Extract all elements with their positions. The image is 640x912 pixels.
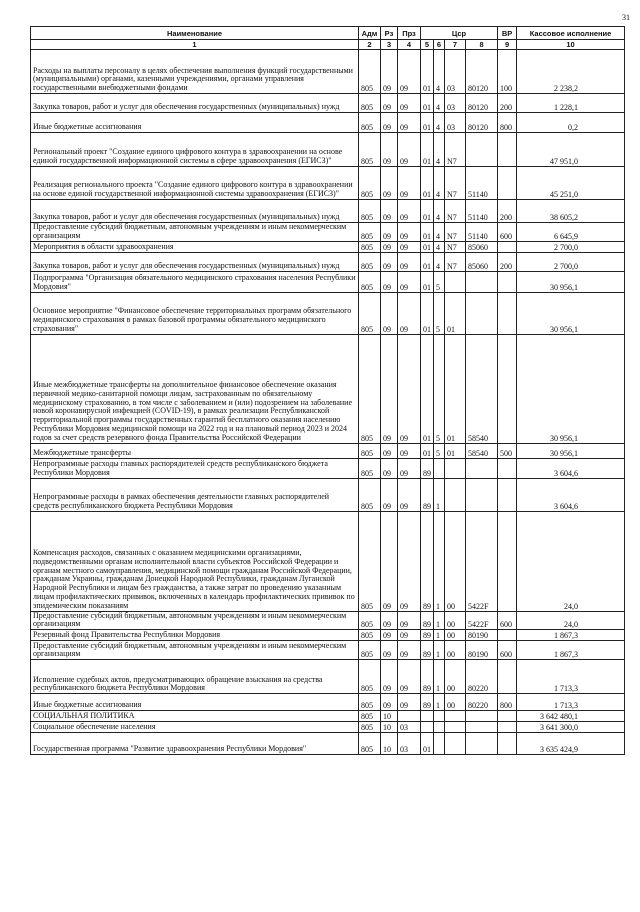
row-name: СОЦИАЛЬНАЯ ПОЛИТИКА	[31, 711, 359, 722]
cash-execution-amount: 0,2	[517, 113, 625, 133]
cash-execution-amount: 3 642 480,1	[517, 711, 625, 722]
col-header-prz: Прз	[398, 27, 421, 40]
table-row	[31, 611, 625, 630]
csr-direction-code	[466, 478, 498, 511]
row-name: Непрограммные расходы в рамках обеспечения деятельности главных распорядителей средств республиканского бюджета Республики Мордовия	[31, 478, 359, 511]
prz-code: 09	[398, 271, 421, 292]
prz-code: 03	[398, 722, 421, 733]
table-row	[31, 511, 625, 611]
row-name: Расходы на выплаты персоналу в целях обеспечения выполнения функций государственными (муниципальными) органами, казенными учреждениями, органами управления государственными внебюджетными фондами	[31, 50, 359, 94]
rz-code: 09	[381, 223, 398, 242]
vr-code: 200	[498, 252, 517, 271]
csr-subprogram-code	[434, 458, 445, 478]
row-name: Государственная программа "Развитие здравоохранения Республики Мордовия"	[31, 733, 359, 755]
adm-code: 805	[359, 271, 381, 292]
cash-execution-amount: 2 700,0	[517, 241, 625, 252]
vr-code	[498, 478, 517, 511]
table-row	[31, 722, 625, 733]
prz-code	[398, 711, 421, 722]
csr-program-code: 89	[421, 458, 434, 478]
csr-direction-code: 58540	[466, 334, 498, 443]
row-name: Реализация регионального проекта "Создание единого цифрового контура в здравоохранении на основе единой государственной информационной системы здравоохранения (ЕГИСЗ)"	[31, 167, 359, 200]
table-row	[31, 200, 625, 223]
col-number: 8	[466, 40, 498, 50]
vr-code	[498, 241, 517, 252]
col-header-cash-execution: Кассовое исполнение	[517, 27, 625, 40]
csr-event-code: N7	[445, 241, 466, 252]
row-name: Закупка товаров, работ и услуг для обеспечения государственных (муниципальных) нужд	[31, 200, 359, 223]
table-row	[31, 223, 625, 242]
csr-event-code: N7	[445, 133, 466, 167]
csr-subprogram-code: 4	[434, 200, 445, 223]
table-row	[31, 443, 625, 458]
csr-event-code	[445, 458, 466, 478]
rz-code: 09	[381, 50, 398, 94]
csr-program-code: 89	[421, 511, 434, 611]
rz-code: 09	[381, 167, 398, 200]
rz-code: 09	[381, 241, 398, 252]
csr-direction-code: 51140	[466, 200, 498, 223]
csr-subprogram-code: 5	[434, 443, 445, 458]
csr-direction-code	[466, 722, 498, 733]
adm-code: 805	[359, 694, 381, 711]
csr-subprogram-code: 1	[434, 611, 445, 630]
csr-subprogram-code: 4	[434, 241, 445, 252]
csr-event-code: 00	[445, 511, 466, 611]
col-number: 2	[359, 40, 381, 50]
csr-program-code: 01	[421, 252, 434, 271]
table-row	[31, 458, 625, 478]
csr-event-code: 03	[445, 50, 466, 94]
csr-program-code: 01	[421, 94, 434, 113]
csr-program-code: 01	[421, 334, 434, 443]
csr-subprogram-code	[434, 733, 445, 755]
prz-code: 09	[398, 458, 421, 478]
csr-program-code: 01	[421, 133, 434, 167]
table-row	[31, 292, 625, 334]
cash-execution-amount: 3 604,6	[517, 478, 625, 511]
csr-subprogram-code: 5	[434, 271, 445, 292]
prz-code: 09	[398, 94, 421, 113]
csr-program-code: 01	[421, 292, 434, 334]
cash-execution-amount: 1 713,3	[517, 694, 625, 711]
vr-code: 500	[498, 443, 517, 458]
vr-code: 100	[498, 50, 517, 94]
csr-event-code	[445, 733, 466, 755]
prz-code: 09	[398, 223, 421, 242]
vr-code: 200	[498, 200, 517, 223]
col-header-rz: Рз	[381, 27, 398, 40]
row-name: Иные бюджетные ассигнования	[31, 694, 359, 711]
cash-execution-amount: 3 641 300,0	[517, 722, 625, 733]
csr-subprogram-code: 4	[434, 252, 445, 271]
col-header-csr: Цср	[421, 27, 498, 40]
adm-code: 805	[359, 94, 381, 113]
vr-code: 200	[498, 94, 517, 113]
cash-execution-amount: 3 604,6	[517, 458, 625, 478]
csr-program-code: 89	[421, 660, 434, 694]
header-row	[31, 27, 625, 40]
rz-code: 09	[381, 292, 398, 334]
prz-code: 09	[398, 641, 421, 660]
vr-code	[498, 711, 517, 722]
csr-program-code: 01	[421, 200, 434, 223]
col-number: 3	[381, 40, 398, 50]
adm-code: 805	[359, 241, 381, 252]
csr-event-code: N7	[445, 200, 466, 223]
rz-code: 09	[381, 113, 398, 133]
prz-code: 09	[398, 292, 421, 334]
csr-direction-code: 80120	[466, 94, 498, 113]
rz-code: 09	[381, 694, 398, 711]
csr-program-code	[421, 711, 434, 722]
table-row	[31, 694, 625, 711]
row-name: Иные бюджетные ассигнования	[31, 113, 359, 133]
rz-code: 09	[381, 641, 398, 660]
csr-direction-code: 5422F	[466, 611, 498, 630]
csr-event-code: 01	[445, 292, 466, 334]
rz-code: 09	[381, 271, 398, 292]
cash-execution-amount: 30 956,1	[517, 334, 625, 443]
rz-code: 09	[381, 511, 398, 611]
csr-subprogram-code: 1	[434, 660, 445, 694]
csr-direction-code: 58540	[466, 443, 498, 458]
rz-code: 09	[381, 252, 398, 271]
adm-code: 805	[359, 711, 381, 722]
adm-code: 805	[359, 167, 381, 200]
prz-code: 09	[398, 133, 421, 167]
prz-code: 09	[398, 167, 421, 200]
row-name: Предоставление субсидий бюджетным, автономным учреждениям и иным некоммерческим организациям	[31, 641, 359, 660]
adm-code: 805	[359, 113, 381, 133]
row-name: Межбюджетные трансферты	[31, 443, 359, 458]
cash-execution-amount: 45 251,0	[517, 167, 625, 200]
csr-subprogram-code: 4	[434, 113, 445, 133]
rz-code: 09	[381, 443, 398, 458]
row-name: Резервный фонд Правительства Республики Мордовия	[31, 630, 359, 641]
csr-direction-code: 85060	[466, 241, 498, 252]
table-row	[31, 167, 625, 200]
csr-event-code: 00	[445, 611, 466, 630]
cash-execution-amount: 1 713,3	[517, 660, 625, 694]
vr-code	[498, 511, 517, 611]
table-row	[31, 334, 625, 443]
csr-direction-code	[466, 133, 498, 167]
cash-execution-amount: 2 700,0	[517, 252, 625, 271]
col-number: 4	[398, 40, 421, 50]
cash-execution-amount: 24,0	[517, 611, 625, 630]
csr-program-code: 01	[421, 167, 434, 200]
csr-program-code: 01	[421, 733, 434, 755]
column-number-row	[31, 40, 625, 50]
row-name: Исполнение судебных актов, предусматривающих обращение взыскания на средства республиканского бюджета Республики Мордовия	[31, 660, 359, 694]
table-row	[31, 641, 625, 660]
csr-direction-code: 80120	[466, 113, 498, 133]
col-number: 7	[445, 40, 466, 50]
adm-code: 805	[359, 50, 381, 94]
table-row	[31, 50, 625, 94]
table-row	[31, 94, 625, 113]
adm-code: 805	[359, 478, 381, 511]
row-name: Предоставление субсидий бюджетным, автономным учреждениям и иным некоммерческим организациям	[31, 611, 359, 630]
prz-code: 03	[398, 733, 421, 755]
prz-code: 09	[398, 630, 421, 641]
rz-code: 09	[381, 133, 398, 167]
prz-code: 09	[398, 443, 421, 458]
prz-code: 09	[398, 241, 421, 252]
cash-execution-amount: 6 645,9	[517, 223, 625, 242]
csr-event-code	[445, 722, 466, 733]
csr-direction-code: 80120	[466, 50, 498, 94]
cash-execution-amount: 1 867,3	[517, 641, 625, 660]
vr-code	[498, 722, 517, 733]
table-row	[31, 733, 625, 755]
csr-subprogram-code: 1	[434, 694, 445, 711]
prz-code: 09	[398, 200, 421, 223]
rz-code: 09	[381, 478, 398, 511]
csr-subprogram-code: 1	[434, 478, 445, 511]
table-row	[31, 252, 625, 271]
csr-direction-code	[466, 292, 498, 334]
csr-direction-code: 85060	[466, 252, 498, 271]
csr-event-code: 01	[445, 334, 466, 443]
rz-code: 09	[381, 660, 398, 694]
rz-code: 09	[381, 334, 398, 443]
csr-subprogram-code: 4	[434, 223, 445, 242]
adm-code: 805	[359, 223, 381, 242]
csr-direction-code	[466, 733, 498, 755]
table-row	[31, 241, 625, 252]
cash-execution-amount: 24,0	[517, 511, 625, 611]
vr-code	[498, 458, 517, 478]
col-header-adm: Адм	[359, 27, 381, 40]
rz-code: 10	[381, 733, 398, 755]
csr-event-code: 00	[445, 630, 466, 641]
csr-program-code: 89	[421, 611, 434, 630]
csr-direction-code	[466, 458, 498, 478]
rz-code: 10	[381, 722, 398, 733]
csr-program-code: 01	[421, 241, 434, 252]
row-name: Предоставление субсидий бюджетным, автономным учреждениям и иным некоммерческим организациям	[31, 223, 359, 242]
table-row	[31, 711, 625, 722]
col-number: 6	[434, 40, 445, 50]
col-number: 10	[517, 40, 625, 50]
adm-code: 805	[359, 292, 381, 334]
prz-code: 09	[398, 334, 421, 443]
csr-program-code: 01	[421, 271, 434, 292]
cash-execution-amount: 2 238,2	[517, 50, 625, 94]
cash-execution-amount: 30 956,1	[517, 271, 625, 292]
row-name: Мероприятия в области здравоохранения	[31, 241, 359, 252]
cash-execution-amount: 1 228,1	[517, 94, 625, 113]
table-row	[31, 113, 625, 133]
adm-code: 805	[359, 458, 381, 478]
csr-event-code	[445, 271, 466, 292]
vr-code	[498, 133, 517, 167]
adm-code: 805	[359, 611, 381, 630]
adm-code: 805	[359, 722, 381, 733]
prz-code: 09	[398, 660, 421, 694]
rz-code: 09	[381, 611, 398, 630]
csr-subprogram-code: 5	[434, 334, 445, 443]
csr-event-code: N7	[445, 223, 466, 242]
col-number: 5	[421, 40, 434, 50]
csr-program-code: 01	[421, 50, 434, 94]
rz-code: 09	[381, 94, 398, 113]
table-row	[31, 271, 625, 292]
csr-direction-code	[466, 711, 498, 722]
row-name: Региональный проект "Создание единого цифрового контура в здравоохранении на основе единой государственной информационной системы в сфере здравоохранения (ЕГИСЗ)"	[31, 133, 359, 167]
csr-program-code: 89	[421, 641, 434, 660]
adm-code: 805	[359, 334, 381, 443]
csr-event-code	[445, 711, 466, 722]
vr-code	[498, 292, 517, 334]
vr-code: 600	[498, 611, 517, 630]
col-header-vr: ВР	[498, 27, 517, 40]
csr-subprogram-code: 4	[434, 167, 445, 200]
table-row	[31, 478, 625, 511]
vr-code	[498, 334, 517, 443]
adm-code: 805	[359, 133, 381, 167]
prz-code: 09	[398, 694, 421, 711]
table-row	[31, 133, 625, 167]
table-row	[31, 660, 625, 694]
row-name: Непрограммные расходы главных распорядителей средств республиканского бюджета Республики Мордовия	[31, 458, 359, 478]
csr-direction-code: 51140	[466, 223, 498, 242]
csr-subprogram-code: 1	[434, 511, 445, 611]
adm-code: 805	[359, 200, 381, 223]
csr-direction-code: 5422F	[466, 511, 498, 611]
row-name: Основное мероприятие "Финансовое обеспечение территориальных программ обязательного медицинского страхования в рамках базовой программы обязательного медицинского страхования"	[31, 292, 359, 334]
csr-subprogram-code	[434, 722, 445, 733]
csr-subprogram-code	[434, 711, 445, 722]
csr-subprogram-code: 1	[434, 630, 445, 641]
csr-subprogram-code: 4	[434, 50, 445, 94]
rz-code: 09	[381, 458, 398, 478]
csr-program-code: 01	[421, 113, 434, 133]
prz-code: 09	[398, 50, 421, 94]
csr-direction-code: 51140	[466, 167, 498, 200]
csr-event-code: 00	[445, 694, 466, 711]
csr-direction-code	[466, 271, 498, 292]
vr-code: 800	[498, 113, 517, 133]
vr-code	[498, 630, 517, 641]
prz-code: 09	[398, 611, 421, 630]
vr-code: 600	[498, 641, 517, 660]
rz-code: 10	[381, 711, 398, 722]
rz-code: 09	[381, 630, 398, 641]
row-name: Закупка товаров, работ и услуг для обеспечения государственных (муниципальных) нужд	[31, 94, 359, 113]
budget-table	[30, 26, 625, 755]
cash-execution-amount: 3 635 424,9	[517, 733, 625, 755]
col-header-name: Наименование	[31, 27, 359, 40]
csr-event-code	[445, 478, 466, 511]
csr-subprogram-code: 5	[434, 292, 445, 334]
adm-code: 805	[359, 252, 381, 271]
cash-execution-amount: 38 605,2	[517, 200, 625, 223]
csr-event-code: 00	[445, 660, 466, 694]
row-name: Подпрограмма "Организация обязательного медицинского страхования населения Республики Мордовия"	[31, 271, 359, 292]
col-number: 9	[498, 40, 517, 50]
vr-code	[498, 733, 517, 755]
csr-program-code: 89	[421, 478, 434, 511]
csr-direction-code: 80190	[466, 641, 498, 660]
prz-code: 09	[398, 113, 421, 133]
adm-code: 805	[359, 443, 381, 458]
csr-event-code: 03	[445, 94, 466, 113]
row-name: Компенсация расходов, связанных с оказанием медицинскими организациями, подведомственными органам исполнительной власти субъектов Российской Федерации и органам местного самоуправления, медицинской помощи гражданам Российской Федерации, гражданам Украины, гражданам Донецкой Народной Республики, гражданам Луганской Народной Республики и лицам без гражданства, а также затрат по проведению указанным лицам профилактических прививок, включенных в календарь профилактических прививок по эпидемическим показаниям	[31, 511, 359, 611]
csr-subprogram-code: 1	[434, 641, 445, 660]
cash-execution-amount: 30 956,1	[517, 443, 625, 458]
prz-code: 09	[398, 511, 421, 611]
prz-code: 09	[398, 478, 421, 511]
row-name: Закупка товаров, работ и услуг для обеспечения государственных (муниципальных) нужд	[31, 252, 359, 271]
csr-program-code	[421, 722, 434, 733]
csr-subprogram-code: 4	[434, 133, 445, 167]
vr-code: 800	[498, 694, 517, 711]
csr-event-code: 00	[445, 641, 466, 660]
adm-code: 805	[359, 630, 381, 641]
vr-code	[498, 271, 517, 292]
col-number: 1	[31, 40, 359, 50]
cash-execution-amount: 47 951,0	[517, 133, 625, 167]
csr-direction-code: 80190	[466, 630, 498, 641]
rz-code: 09	[381, 200, 398, 223]
cash-execution-amount: 1 867,3	[517, 630, 625, 641]
prz-code: 09	[398, 252, 421, 271]
vr-code	[498, 167, 517, 200]
row-name: Иные межбюджетные трансферты на дополнительное финансовое обеспечение оказания первичной медико-санитарной помощи лицам, застрахованным по обязательному медицинскому страхованию, в том числе с заболеванием и (или) подозрением на заболевание новой коронавирусной инфекцией (COVID-19), в рамках реализации Республиканской территориальной программы государственных гарантий бесплатного оказания населению Республики Мордовия медицинской помощи на 2022 год и на плановый период 2023 и 2024 годов за счет средств резервного фонда Правительства Российской Федерации	[31, 334, 359, 443]
vr-code: 600	[498, 223, 517, 242]
csr-event-code: 03	[445, 113, 466, 133]
csr-event-code: N7	[445, 252, 466, 271]
table-row	[31, 630, 625, 641]
csr-program-code: 89	[421, 694, 434, 711]
csr-program-code: 89	[421, 630, 434, 641]
adm-code: 805	[359, 660, 381, 694]
row-name: Социальное обеспечение населения	[31, 722, 359, 733]
adm-code: 805	[359, 641, 381, 660]
page-number: 31	[622, 13, 630, 22]
adm-code: 805	[359, 733, 381, 755]
csr-direction-code: 80220	[466, 694, 498, 711]
adm-code: 805	[359, 511, 381, 611]
vr-code	[498, 660, 517, 694]
csr-subprogram-code: 4	[434, 94, 445, 113]
csr-event-code: N7	[445, 167, 466, 200]
cash-execution-amount: 30 956,1	[517, 292, 625, 334]
csr-program-code: 01	[421, 223, 434, 242]
csr-program-code: 01	[421, 443, 434, 458]
csr-direction-code: 80220	[466, 660, 498, 694]
csr-event-code: 01	[445, 443, 466, 458]
